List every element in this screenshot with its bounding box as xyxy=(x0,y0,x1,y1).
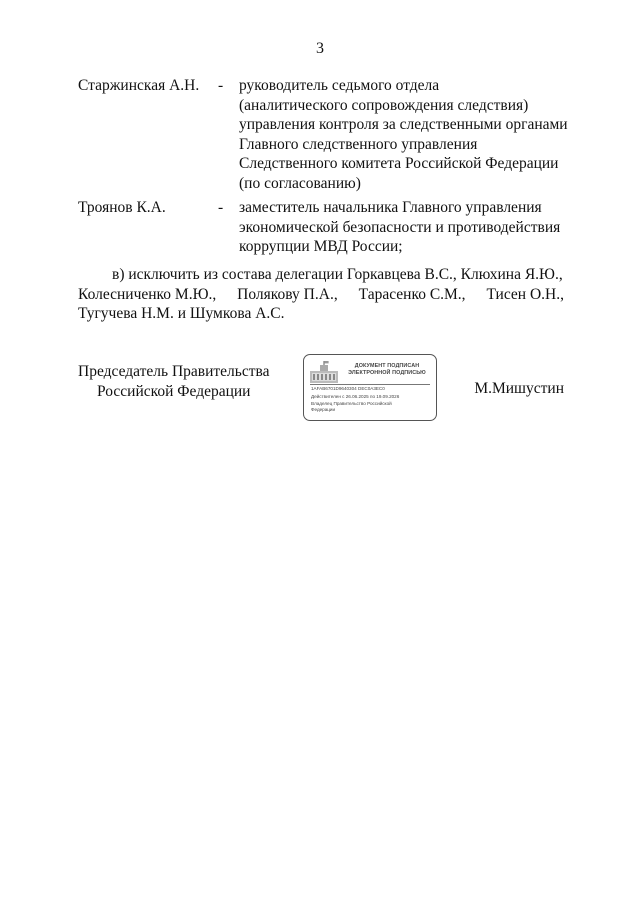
government-building-icon xyxy=(310,361,338,385)
exclusion-paragraph xyxy=(78,265,564,324)
paragraph-line xyxy=(78,265,564,285)
stamp-validity: Действителен с 26.06.2025 по 19.09.2026 xyxy=(311,394,400,399)
member-dash: - xyxy=(218,77,224,94)
description-line: Главного следственного управления xyxy=(239,135,478,153)
paragraph-word: Тисен О.Н., xyxy=(486,285,564,303)
member-entry xyxy=(78,198,568,258)
stamp-serial: 1AFAB6701D9640304 DEC0A3EC0 xyxy=(311,386,385,391)
stamp-title-line: ДОКУМЕНТ ПОДПИСАН xyxy=(354,363,420,369)
paragraph-line xyxy=(78,285,564,305)
paragraph-text: в) исключить из состава делегации Горкавцева В.С., Клюхина Я.Ю., xyxy=(112,266,563,283)
position-line: Российской Федерации xyxy=(97,382,251,400)
description-line: коррупции МВД России; xyxy=(239,238,403,255)
member-dash: - xyxy=(218,199,224,216)
stamp-title xyxy=(340,363,434,376)
description-line: экономической безопасности и противодействия xyxy=(239,218,561,236)
description-line: руководитель седьмого отдела xyxy=(239,77,440,94)
member-description xyxy=(239,198,569,257)
description-line: Следственного комитета Российской Федерации xyxy=(239,155,559,172)
stamp-divider xyxy=(310,384,430,385)
description-line: (аналитического сопровождения следствия) xyxy=(239,96,529,114)
paragraph-word: Тарасенко С.М., xyxy=(358,285,466,303)
description-line: управления контроля за следственными органами xyxy=(239,116,568,133)
description-line: (по согласованию) xyxy=(239,174,361,192)
member-description xyxy=(239,76,569,193)
paragraph-word: Колесниченко М.Ю., xyxy=(78,285,217,303)
member-entry xyxy=(78,76,568,196)
member-name: Старжинская А.Н. xyxy=(78,77,200,94)
member-name: Троянов К.А. xyxy=(78,199,166,216)
electronic-signature-stamp xyxy=(303,354,437,421)
page-number: 3 xyxy=(316,40,324,57)
paragraph-word: Полякову П.А., xyxy=(237,285,338,303)
stamp-owner: Владелец Правительство Российской xyxy=(311,401,392,406)
stamp-owner: Федерации xyxy=(311,407,336,412)
signatory-position xyxy=(78,362,270,401)
description-line: заместитель начальника Главного управления xyxy=(239,199,542,216)
position-line: Председатель Правительства xyxy=(78,363,270,380)
paragraph-line: Тугучева Н.М. и Шумкова А.С. xyxy=(78,305,285,322)
signatory-name: М.Мишустин xyxy=(474,380,564,397)
stamp-title-line: ЭЛЕКТРОННОЙ ПОДПИСЬЮ xyxy=(348,369,426,376)
